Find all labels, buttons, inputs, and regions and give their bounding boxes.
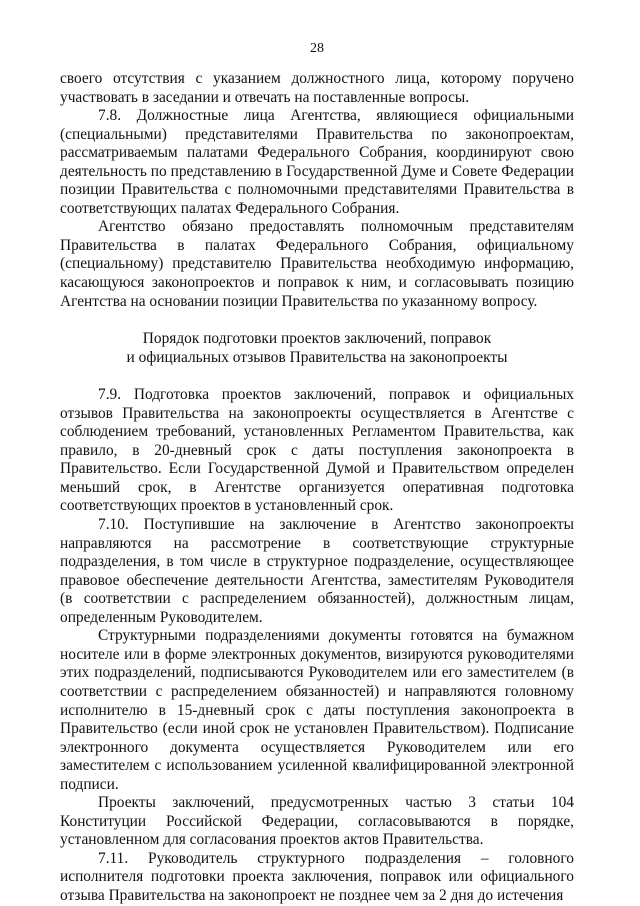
paragraph-7-8: 7.8. Должностные лица Агентства, являющиеся официальными (специальными) представителями Правительства по законопроектам, рассматриваемым палатами Федерального Собрания, координируют свою деятельность по представлению в Государственной Думе и Совете Федерации позиции Правительства с полномочными представителями Правительства в соответствующих палатах Федерального Собрания. <box>60 107 574 217</box>
section-top <box>60 70 574 311</box>
paragraph-7-11: 7.11. Руководитель структурного подразделения – головного исполнителя подготовки проекта заключения, поправок или официального отзыва Правительства на законопроект не позднее чем за 2 дня до истечения <box>60 849 574 904</box>
section-bottom <box>60 386 574 905</box>
paragraph-7-10: 7.10. Поступившие на заключение в Агентство законопроекты направляются на рассмотрение в соответствующие структурные подразделения, в том числе в структурное подразделение, осуществляющее правовое обеспечение деятельности Агентства, заместителям Руководителя (в соответствии с распределением обязанностей), должностным лицам, определенным Руководителем. <box>60 516 574 626</box>
paragraph-7-8-agency-duty: Агентство обязано предоставлять полномочным представителям Правительства в палатах Федерального Собрания, официальному (специальному) представителю Правительства необходимую информацию, касающуюся законопроектов и поправок к ним, и согласовывать позицию Агентства на основании позиции Правительства по указанному вопросу. <box>60 218 574 310</box>
paragraph-7-10-constitution: Проекты заключений, предусмотренных частью 3 статьи 104 Конституции Российской Федерации, согласовываются в порядке, установленном для согласования проектов актов Правительства. <box>60 794 574 849</box>
paragraph-continuation: своего отсутствия с указанием должностного лица, которому поручено участвовать в заседании и отвечать на поставленные вопросы. <box>60 70 574 106</box>
section-heading <box>60 330 574 367</box>
paragraph-7-10-documents: Структурными подразделениями документы готовятся на бумажном носителе или в форме электронных документов, визируются руководителями этих подразделений, подписываются Руководителем или его заместителем (в соответствии с распределением обязанностей) и направляются головному исполнителю в 15-дневный срок с даты поступления законопроекта в Правительство (если иной срок не установлен Правительством). Подписание электронного документа осуществляется Руководителем или его заместителем с использованием усиленной квалифицированной электронной подписи. <box>60 627 574 793</box>
section-heading-line-2: и официальных отзывов Правительства на законопроекты <box>126 348 508 366</box>
document-page <box>60 40 574 906</box>
paragraph-7-9: 7.9. Подготовка проектов заключений, поправок и официальных отзывов Правительства на законопроекты осуществляется в Агентстве с соблюдением требований, установленных Регламентом Правительства, как правило, в 20-дневный срок с даты поступления законопроекта в Правительство. Если Государственной Думой и Правительством определен меньший срок, в Агентстве организуется оперативная подготовка соответствующих проектов в установленный срок. <box>60 386 574 515</box>
section-heading-line-1: Порядок подготовки проектов заключений, поправок <box>142 330 492 348</box>
page-number: 28 <box>310 41 324 56</box>
